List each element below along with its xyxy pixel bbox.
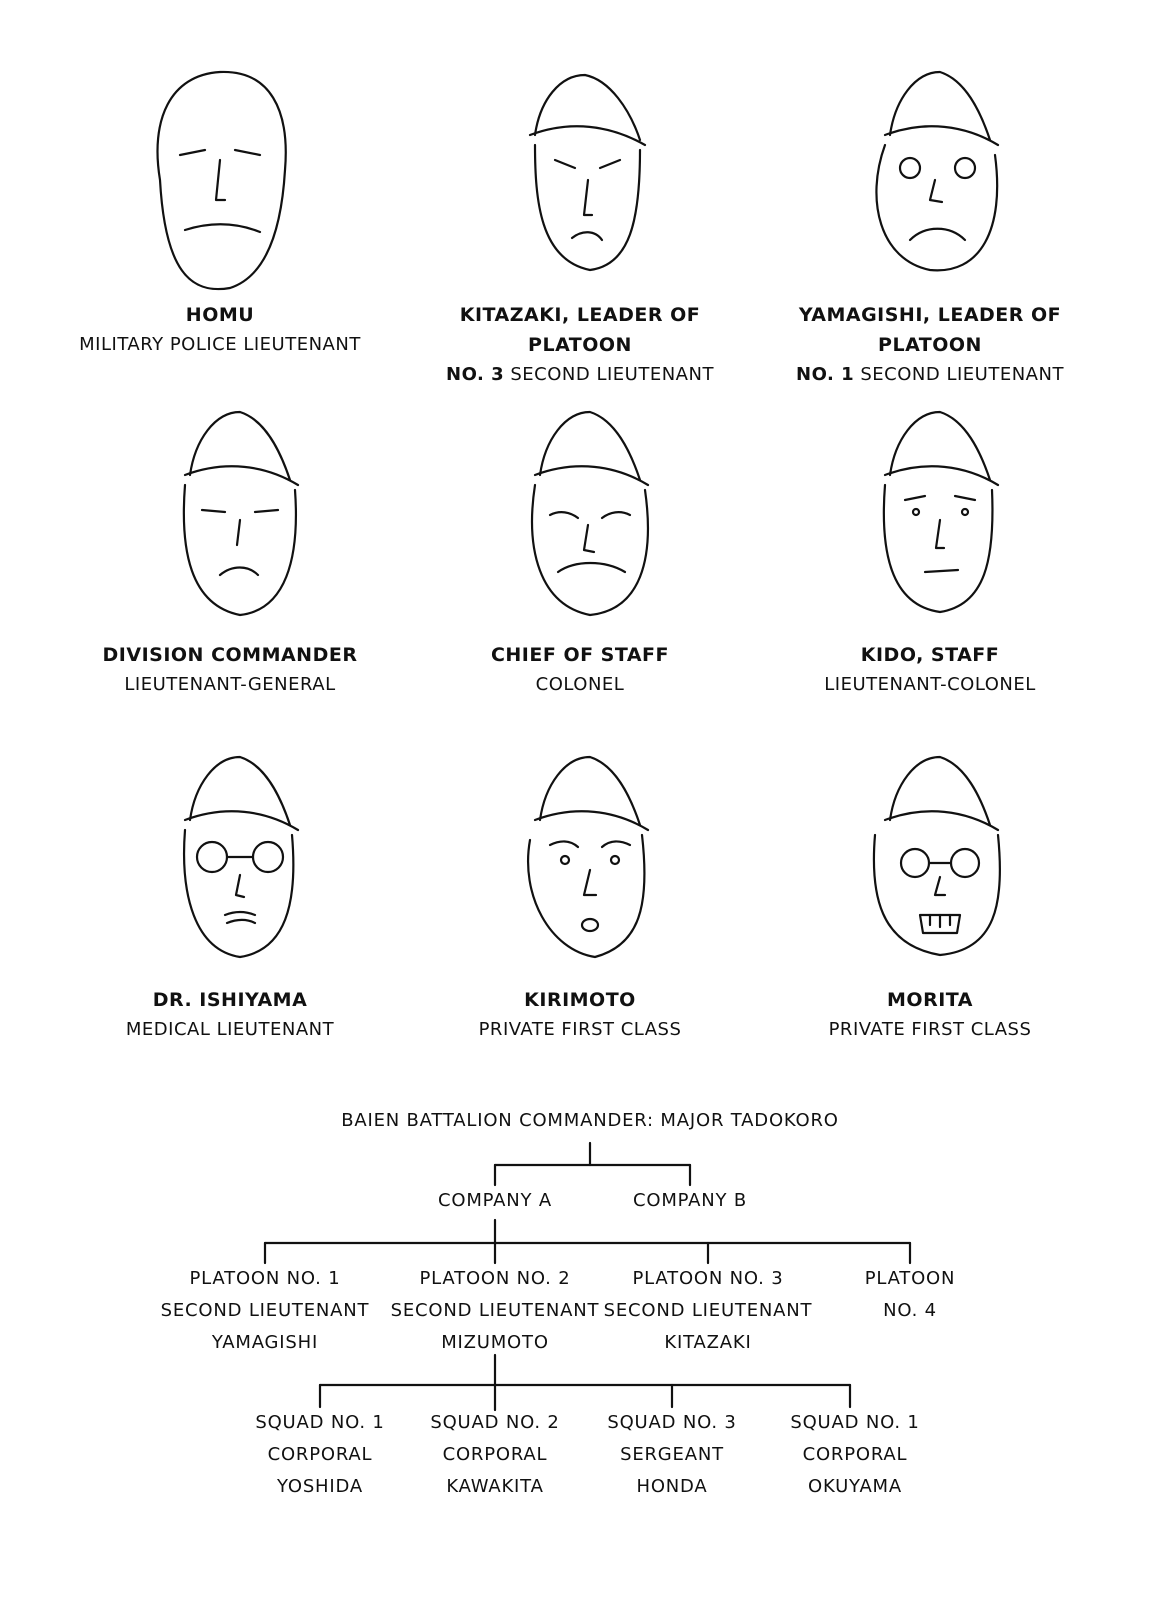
rank-prefix: NO. 3 bbox=[446, 364, 505, 385]
portrait-rank: MEDICAL LIEUTENANT bbox=[125, 1019, 335, 1040]
squad-line: CORPORAL bbox=[802, 1444, 908, 1465]
platoon-line: YAMAGISHI bbox=[211, 1332, 319, 1353]
portrait-name: CHIEF OF STAFF bbox=[490, 644, 670, 666]
commander-label: BAIEN BATTALION COMMANDER: MAJOR TADOKORO bbox=[341, 1110, 839, 1131]
platoon-2 bbox=[390, 1263, 600, 1359]
portrait-kirimoto bbox=[410, 745, 750, 1045]
squad-line: SQUAD NO. 1 bbox=[255, 1412, 385, 1433]
platoon-line: KITAZAKI bbox=[664, 1332, 752, 1353]
platoon-line: SECOND LIEUTENANT bbox=[390, 1300, 600, 1321]
platoon-1 bbox=[160, 1263, 370, 1359]
platoon-line: PLATOON bbox=[864, 1268, 956, 1289]
portrait-name: HOMU bbox=[185, 304, 255, 326]
portrait-name: KIDO, STAFF bbox=[860, 644, 1000, 666]
portrait-rank: PRIVATE FIRST CLASS bbox=[828, 1019, 1032, 1040]
rank-text: SECOND LIEUTENANT bbox=[860, 364, 1064, 385]
portrait-name: KITAZAKI, LEADER OF PLATOON bbox=[459, 304, 701, 356]
portrait-kitazaki bbox=[410, 60, 750, 390]
portrait-name: MORITA bbox=[887, 989, 973, 1011]
kitazaki-face-drawing bbox=[480, 60, 680, 300]
portrait-homu bbox=[50, 60, 390, 360]
portrait-name: DIVISION COMMANDER bbox=[102, 644, 358, 666]
division-commander-face-drawing bbox=[130, 400, 330, 640]
squad-1 bbox=[240, 1407, 400, 1503]
platoon-4 bbox=[850, 1263, 970, 1327]
portrait-rank: LIEUTENANT-GENERAL bbox=[124, 674, 336, 695]
portrait-name: KIRIMOTO bbox=[524, 989, 636, 1011]
kirimoto-face-drawing bbox=[480, 745, 680, 985]
squad-4 bbox=[775, 1407, 935, 1503]
platoon-line: PLATOON NO. 3 bbox=[632, 1268, 784, 1289]
org-chart bbox=[0, 1095, 1170, 1535]
portrait-morita bbox=[760, 745, 1100, 1045]
squad-line: CORPORAL bbox=[442, 1444, 548, 1465]
squad-3 bbox=[592, 1407, 752, 1503]
portrait-yamagishi bbox=[760, 60, 1100, 390]
kido-face-drawing bbox=[830, 400, 1030, 640]
portrait-division-commander bbox=[60, 400, 400, 700]
portrait-rank: COLONEL bbox=[535, 674, 625, 695]
squad-line: KAWAKITA bbox=[446, 1476, 544, 1497]
portrait-name: DR. ISHIYAMA bbox=[152, 989, 308, 1011]
morita-face-drawing bbox=[830, 745, 1030, 985]
platoon-line: SECOND LIEUTENANT bbox=[603, 1300, 813, 1321]
portrait-ishiyama bbox=[60, 745, 400, 1045]
squad-line: OKUYAMA bbox=[807, 1476, 903, 1497]
platoon-3 bbox=[603, 1263, 813, 1359]
portrait-name: YAMAGISHI, LEADER OF PLATOON bbox=[798, 304, 1062, 356]
platoon-line: SECOND LIEUTENANT bbox=[160, 1300, 370, 1321]
portrait-rank bbox=[760, 360, 1100, 390]
platoon-line: PLATOON NO. 1 bbox=[189, 1268, 341, 1289]
rank-text: SECOND LIEUTENANT bbox=[510, 364, 714, 385]
portrait-chief-of-staff bbox=[410, 400, 750, 700]
portrait-rank: PRIVATE FIRST CLASS bbox=[478, 1019, 682, 1040]
rank-prefix: NO. 1 bbox=[796, 364, 855, 385]
squad-line: SQUAD NO. 3 bbox=[607, 1412, 737, 1433]
chief-of-staff-face-drawing bbox=[480, 400, 680, 640]
platoon-line: PLATOON NO. 2 bbox=[419, 1268, 571, 1289]
squad-line: SERGEANT bbox=[620, 1444, 724, 1465]
yamagishi-face-drawing bbox=[830, 60, 1030, 300]
company-a-label: COMPANY A bbox=[438, 1190, 552, 1211]
squad-line: SQUAD NO. 1 bbox=[790, 1412, 920, 1433]
portrait-rank: MILITARY POLICE LIEUTENANT bbox=[79, 334, 361, 355]
squad-line: YOSHIDA bbox=[277, 1476, 363, 1497]
ishiyama-face-drawing bbox=[130, 745, 330, 985]
portrait-rank: LIEUTENANT-COLONEL bbox=[824, 674, 1036, 695]
squad-2 bbox=[415, 1407, 575, 1503]
squad-line: CORPORAL bbox=[267, 1444, 373, 1465]
platoon-line: NO. 4 bbox=[883, 1300, 937, 1321]
squad-line: SQUAD NO. 2 bbox=[430, 1412, 560, 1433]
company-b-label: COMPANY B bbox=[632, 1190, 747, 1211]
portrait-rank bbox=[410, 360, 750, 390]
squad-line: HONDA bbox=[636, 1476, 708, 1497]
homu-face-drawing bbox=[120, 60, 320, 300]
portrait-kido bbox=[760, 400, 1100, 700]
platoon-line: MIZUMOTO bbox=[441, 1332, 549, 1353]
